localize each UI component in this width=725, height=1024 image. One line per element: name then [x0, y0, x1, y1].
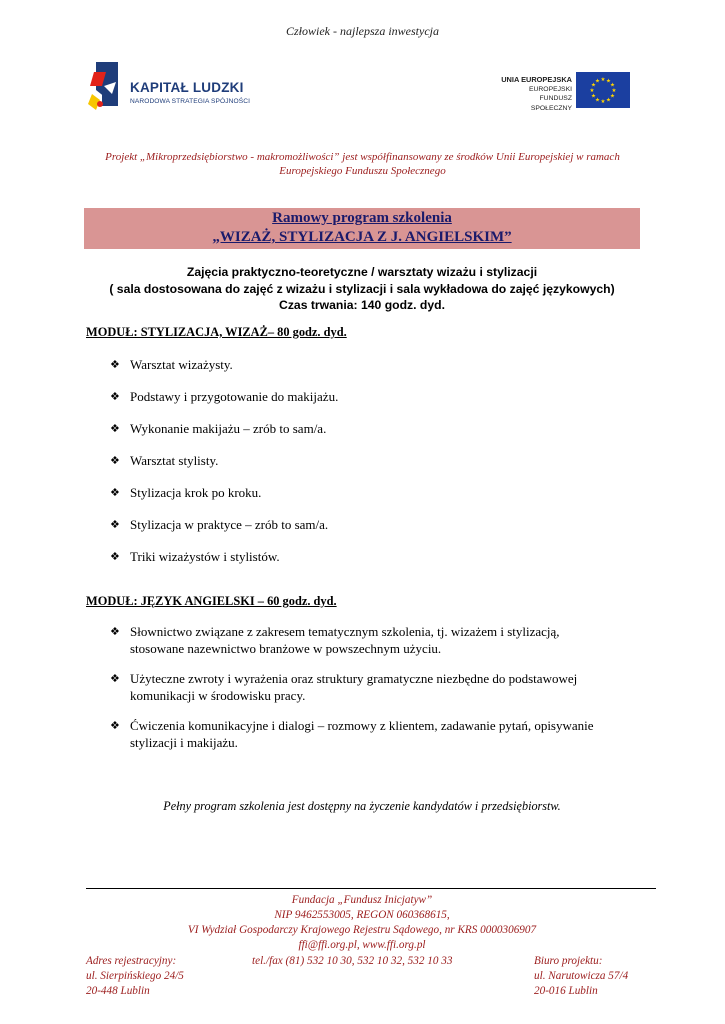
title-line1: Ramowy program szkolenia [272, 210, 452, 226]
footer-left-city: 20-448 Lublin [86, 985, 150, 997]
project-note [90, 150, 635, 178]
footer-divider [86, 888, 656, 889]
project-note-line1: Projekt „Mikroprzedsiębiorstwo - makromożliwości” jest współfinansowany ze środków Unii Europejskiej w ramach [105, 151, 620, 163]
eu-logo [498, 72, 630, 110]
eu-star: ★ [611, 88, 617, 94]
project-note-line2: Europejskiego Funduszu Społecznego [279, 165, 446, 177]
diamond-bullet-icon: ❖ [110, 422, 120, 435]
closing-note: Pełny program szkolenia jest dostępny na życzenie kandydatów i przedsiębiorstw. [163, 799, 561, 813]
diamond-bullet-icon: ❖ [110, 719, 120, 732]
eu-star: ★ [595, 97, 600, 104]
list-item: ❖ Stylizacja w praktyce – zrób to sam/a. [110, 517, 329, 532]
document-title [84, 208, 640, 249]
eu-star: ★ [606, 78, 611, 85]
eu-star: ★ [600, 77, 606, 83]
intro-line2: ( sala dostosowana do zajęć z wizażu i stylizacji i sala wykładowa do zajęć językowych) [109, 281, 615, 296]
diamond-bullet-icon: ❖ [110, 550, 120, 563]
list-item: ❖ Triki wizażystów i stylistów. [110, 549, 280, 564]
kapital-ludzki-mark-icon [88, 60, 122, 118]
eu-stars [576, 72, 630, 108]
eu-line2: EUROPEJSKI [528, 85, 572, 93]
document-motto: Człowiek - najlepsza inwestycja [286, 24, 439, 38]
diamond-bullet-icon: ❖ [110, 625, 120, 638]
intro-line1: Zajęcia praktyczno-teoretyczne / warsztaty wizażu i stylizacji [186, 265, 538, 279]
footer-phone: tel./fax (81) 532 10 30, 532 10 32, 532 10 33 [252, 955, 453, 967]
kapital-ludzki-logo [88, 60, 268, 122]
diamond-bullet-icon: ❖ [110, 486, 120, 499]
diamond-bullet-icon: ❖ [110, 454, 120, 467]
intro-duration: Czas trwania: 140 godz. dyd. [279, 298, 445, 312]
footer-right-street: ul. Narutowicza 57/4 [534, 970, 629, 982]
footer-left-address [86, 954, 184, 999]
footer-contact: ffi@ffi.org.pl, www.ffi.org.pl [298, 939, 426, 951]
eu-line1: UNIA EUROPEJSKA [501, 75, 572, 84]
diamond-bullet-icon: ❖ [110, 390, 120, 403]
diamond-bullet-icon: ❖ [110, 672, 120, 685]
footer-left-label: Adres rejestracyjny: [86, 955, 177, 967]
course-intro [84, 264, 640, 314]
footer-left-street: ul. Sierpińskiego 24/5 [86, 970, 184, 982]
footer-right-city: 20-016 Lublin [534, 985, 598, 997]
list-item: ❖ Stylizacja krok po kroku. [110, 485, 262, 500]
list-item: ❖ Podstawy i przygotowanie do makijażu. [110, 389, 339, 404]
logo-subtitle: NARODOWA STRATEGIA SPÓJNOŚCI [130, 98, 251, 105]
eu-flag-icon [576, 72, 630, 108]
list-item: ❖ Wykonanie makijażu – zrób to sam/a. [110, 421, 327, 436]
footer-right-address [534, 954, 628, 999]
eu-star: ★ [591, 93, 596, 100]
eu-star: ★ [610, 93, 615, 100]
eu-logo-text [498, 75, 572, 113]
footer-ids: NIP 9462553005, REGON 060368615, [274, 909, 450, 921]
list-item: ❖ Warsztat wizażysty. [110, 357, 233, 372]
module1-heading: MODUŁ: STYLIZACJA, WIZAŻ– 80 godz. dyd. [86, 325, 347, 339]
list-item: ❖ Użyteczne zwroty i wyrażenia oraz struktury gramatyczne niezbędne do podstawowej komunikacji w środowisku pracy. [110, 671, 578, 703]
footer-court: VI Wydział Gospodarczy Krajowego Rejestru Sądowego, nr KRS 0000306907 [187, 924, 537, 936]
list-item: ❖ Ćwiczenia komunikacyjne i dialogi – rozmowy z klientem, zadawanie pytań, opisywanie stylizacji i makijażu. [110, 718, 594, 750]
module2-heading: MODUŁ: JĘZYK ANGIELSKI – 60 godz. dyd. [86, 594, 337, 608]
diamond-bullet-icon: ❖ [110, 518, 120, 531]
eu-line3: FUNDUSZ SPOŁECZNY [530, 95, 572, 112]
eu-star: ★ [610, 82, 615, 89]
eu-star: ★ [595, 78, 600, 85]
list-item: ❖ Warsztat stylisty. [110, 453, 219, 468]
eu-star: ★ [600, 99, 606, 105]
title-line2: „WIZAŻ, STYLIZACJA Z J. ANGIELSKIM” [212, 229, 512, 245]
eu-star: ★ [591, 82, 596, 89]
logo-title: KAPITAŁ LUDZKI [130, 80, 244, 95]
eu-star: ★ [606, 97, 611, 104]
footer-info [84, 893, 640, 953]
module2-list [110, 623, 650, 764]
list-item: ❖ Słownictwo związane z zakresem tematycznym szkolenia, tj. wizażem i stylizacją, stosowane nazewnictwo branżowe w powszechnym użyciu. [110, 624, 560, 656]
footer-org: Fundacja „Fundusz Inicjatyw” [291, 894, 433, 906]
module1-list [110, 356, 650, 580]
eu-star: ★ [589, 88, 595, 94]
diamond-bullet-icon: ❖ [110, 358, 120, 371]
footer-right-label: Biuro projektu: [534, 955, 603, 967]
